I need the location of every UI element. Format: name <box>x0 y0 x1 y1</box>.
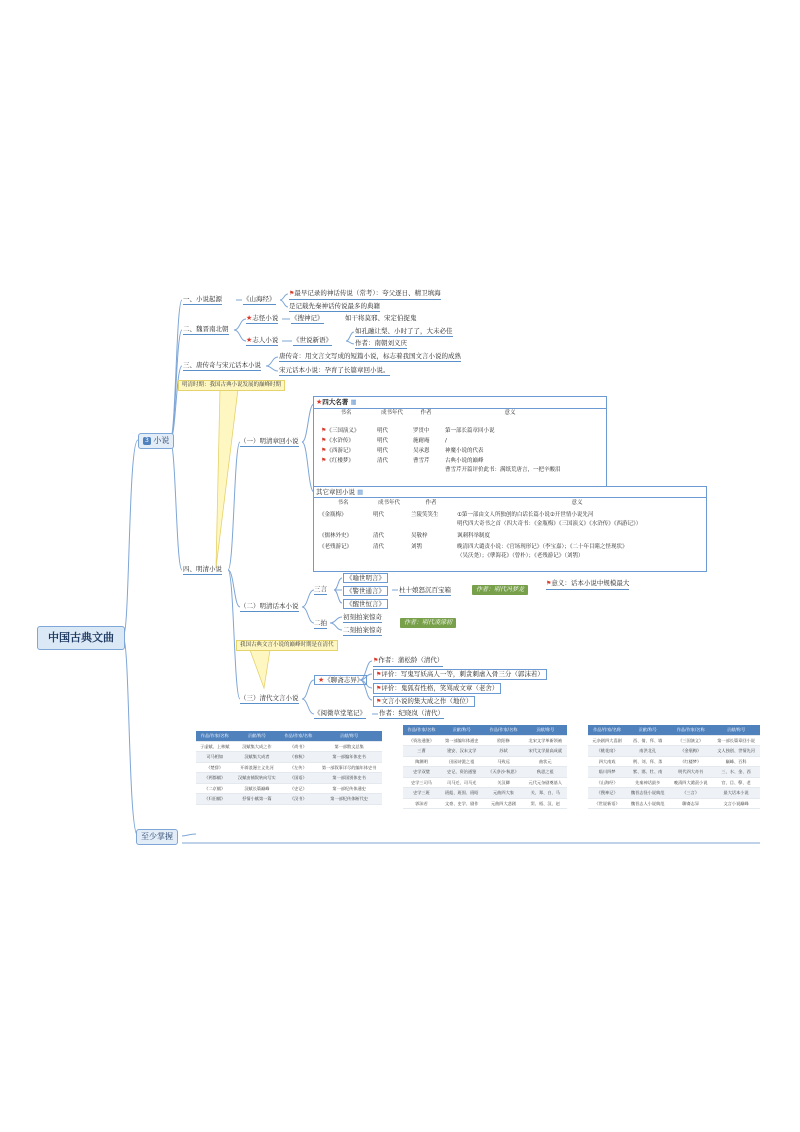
cell: 田园诗派之祖 <box>440 756 483 767</box>
sub2-sanyan[interactable]: 三言 <box>314 585 327 593</box>
cell: 《红楼梦》 <box>669 756 712 767</box>
cell: 紫、邯、牡、南 <box>626 767 669 778</box>
cell: 窦、梧、汉、赵 <box>524 798 567 809</box>
novel-count-badge: 3 <box>145 437 149 444</box>
sub2-label[interactable]: （二）明清话本小说 <box>240 602 299 610</box>
cell-text: 《红楼梦》 <box>326 458 354 464</box>
cell: 明代 <box>373 512 385 518</box>
flag-icon: ⚑ <box>376 671 382 678</box>
sec3-label[interactable]: 三、唐传奇与宋元话本小说 <box>183 361 261 369</box>
cell: 郭沫若 <box>403 798 440 809</box>
cell: 关汉卿 <box>483 777 523 788</box>
table-header-row <box>588 725 760 735</box>
col-header: 意义 <box>504 410 516 416</box>
cell: 《国语》 <box>280 773 316 784</box>
branch-master-label: 至少掌握 <box>141 832 173 841</box>
star-icon: ★ <box>316 398 323 406</box>
table-row <box>403 746 567 757</box>
cell: 秋思之祖 <box>524 767 567 778</box>
cell: 《桃花扇》 <box>588 746 626 757</box>
cell: 元曲四大家 <box>483 788 523 799</box>
flag-icon: ⚑ <box>546 580 552 587</box>
table-icon: ▦ <box>350 398 357 406</box>
cell: 晚清四大谴责小说 <box>669 777 712 788</box>
sec2-soushen[interactable]: 《搜神记》 <box>291 314 324 322</box>
cell: 司马相如 <box>196 752 233 763</box>
cell: 曲状元 <box>524 756 567 767</box>
cell: 三曹 <box>403 746 440 757</box>
cell <box>318 456 374 466</box>
cell: 巅峰、百科 <box>712 756 760 767</box>
branch-novel-label: 小说 <box>153 436 170 445</box>
cell: 曹雪芹开篇评价此书：满纸荒唐言，一把辛酸泪 <box>445 467 561 473</box>
cell: 清代 <box>377 457 389 464</box>
cell: 《史记》 <box>280 783 316 794</box>
table-row <box>196 762 382 773</box>
sec4-label[interactable]: 四、明清小说 <box>183 565 222 573</box>
cell: 元代元杂剧奠基人 <box>524 777 567 788</box>
sub2-er-1[interactable]: 初刻拍案惊奇 <box>343 613 382 621</box>
cell: 《山海经》 <box>588 777 626 788</box>
sub3-note-3-text: 评价：鬼狐有性格，笑骂成文章（老舍） <box>381 684 499 692</box>
table-icon: ▦ <box>357 488 364 496</box>
cell: 《天净沙·秋思》 <box>483 767 523 778</box>
cell: 《汉书》 <box>280 794 316 805</box>
cell: 第一部长篇章回小说 <box>445 427 495 434</box>
flag-icon: ⚑ <box>289 290 295 297</box>
cell: 《楚辞》 <box>196 762 233 773</box>
table-row <box>318 436 578 446</box>
cell: 抒情小赋第一篇 <box>233 794 280 805</box>
four-classics-title[interactable] <box>316 398 357 406</box>
cell: 开辟浪漫主义先河 <box>233 762 280 773</box>
cell: 第一部纪传体断代史 <box>316 794 382 805</box>
table-row <box>316 508 700 520</box>
sub3-note-4[interactable] <box>373 696 475 707</box>
branch-master[interactable] <box>136 829 178 845</box>
table-row <box>316 520 700 529</box>
cell: 《左传》 <box>280 762 316 773</box>
cell: 施耐庵 <box>413 437 430 444</box>
callout-author-sanyan: 作者：明代冯梦龙 <box>472 585 528 595</box>
table-row <box>403 777 567 788</box>
sec1-note-1-text: 最早记录的神话传说（常考）：夸父逐日、精卫填海 <box>294 289 441 297</box>
flag-icon: ⚑ <box>321 437 327 444</box>
cell <box>318 466 442 475</box>
cell: 第一部散文总集 <box>316 741 382 752</box>
sub2-san-3[interactable]: 《醒世恒言》 <box>343 599 388 609</box>
cell: 官、目、孽、老 <box>712 777 760 788</box>
cell: 四大南戏 <box>588 756 626 767</box>
flag-icon: ⚑ <box>373 657 379 664</box>
spacer <box>318 418 578 426</box>
sub3-liaozhai-text: 《聊斋志异》 <box>324 676 364 684</box>
col-header: 贡献/称号 <box>712 725 760 735</box>
col-header: 贡献/称号 <box>524 725 567 735</box>
star-icon: ★ <box>318 676 325 684</box>
cell: 文人独创、世情先河 <box>712 746 760 757</box>
four-classics-title-text: 四大名著 <box>322 398 349 406</box>
cell: 《儒林外史》 <box>319 533 353 539</box>
table-header-row <box>403 725 567 735</box>
root-node[interactable]: 中国古典文曲 <box>37 626 125 650</box>
cell <box>318 446 374 456</box>
table-row <box>316 541 700 552</box>
table-row <box>196 773 382 784</box>
table-row <box>318 456 578 466</box>
cell: 《世说新语》 <box>588 798 626 809</box>
cell: 《春秋》 <box>280 752 316 763</box>
cell: 元杂剧四大喜剧 <box>588 735 626 746</box>
star-icon: ★ <box>246 314 253 322</box>
sec1-note-1[interactable] <box>289 289 441 300</box>
sub2-san-2[interactable]: 《警世通言》 <box>343 586 388 596</box>
cell: 史记、资治通鉴 <box>440 767 483 778</box>
table-row <box>588 777 760 788</box>
table-row <box>316 529 700 541</box>
cell <box>318 436 374 446</box>
sub3-note-2[interactable] <box>373 669 547 680</box>
cell: 史学三司马 <box>403 777 440 788</box>
cell-text: 《西游记》 <box>326 448 354 454</box>
star-icon: ★ <box>246 336 253 344</box>
col-header: 书名 <box>337 500 349 506</box>
table-row <box>588 788 760 799</box>
col-header: 贡献/称号 <box>626 725 669 735</box>
cell: 清代 <box>373 544 385 550</box>
cell-text: 《三国演义》 <box>326 428 360 434</box>
col-header: 贡献/称号 <box>440 725 483 735</box>
col-header: 成书年代 <box>377 500 400 506</box>
cell: 《尚书》 <box>280 741 316 752</box>
cell: 《归田赋》 <box>196 794 233 805</box>
cell: 文言小说巅峰 <box>712 798 760 809</box>
cell: 清代 <box>373 533 385 539</box>
col-header: 书名 <box>340 410 352 416</box>
cell: 最大话本小说 <box>712 788 760 799</box>
sec2-zhiren[interactable] <box>246 336 278 346</box>
cell: 讽刺科举制度 <box>457 533 491 539</box>
sec2-label[interactable]: 二、魏晋南北朝 <box>183 325 229 333</box>
sub3-label[interactable]: （三）清代文言小说 <box>240 694 299 702</box>
cell: 南洪北孔 <box>626 746 669 757</box>
sec1-note-2[interactable]: 是记载先秦神话传说最多的典籍 <box>289 302 380 310</box>
sub2-erpai[interactable]: 二拍 <box>314 619 327 627</box>
cell: 临川四梦 <box>588 767 626 778</box>
cell: 罗贯中 <box>413 427 430 434</box>
other-novels-table <box>316 499 700 561</box>
cell: 神魔小说的代表 <box>445 447 484 454</box>
callout-author-erpai: 作者：明代凌濛初 <box>400 618 456 628</box>
cell: 《二京赋》 <box>196 783 233 794</box>
sub3-yuewei[interactable]: 《阅微草堂笔记》 <box>314 709 366 717</box>
cell: 三、水、金、西 <box>712 767 760 778</box>
other-novels-title-text: 其它章回小说 <box>316 488 355 496</box>
cell: 《三言》 <box>669 788 712 799</box>
other-novels-title[interactable] <box>316 488 363 496</box>
sub3-note-3[interactable] <box>373 683 501 694</box>
col-header: 作品/作家/名称 <box>588 725 626 735</box>
sec3-note-1[interactable]: 唐传奇：用文言文写成的短篇小说，标志着我国文言小说的成熟 <box>279 352 461 360</box>
cell: 《两都赋》 <box>196 773 233 784</box>
col-header: 贡献/称号 <box>316 731 382 741</box>
sub3-note-4-text: 文言小说的集大成之作（地位） <box>381 697 473 705</box>
sec1-label[interactable]: 一、小说起源 <box>183 295 222 303</box>
cell: 司马迁、司马光 <box>440 777 483 788</box>
sub3-yuewei-author[interactable]: 作者：纪晓岚（清代） <box>379 709 444 717</box>
cell: 文豪、史学、剧作 <box>440 798 483 809</box>
cell: 史学三班 <box>403 788 440 799</box>
table-row <box>588 735 760 746</box>
cell: （吴沃尧）；《孽海花》（曾朴）；《老残游记》（刘鹗） <box>457 553 584 559</box>
flag-icon: ⚑ <box>321 427 327 434</box>
cell: 魏晋志人小说典范 <box>626 798 669 809</box>
cell: 吴敬梓 <box>411 533 428 539</box>
cell <box>318 426 374 436</box>
sub3-note-1[interactable] <box>373 656 443 667</box>
cell: 第一部国别体史书 <box>316 773 382 784</box>
sub1-label[interactable]: （一）明清章回小说 <box>240 437 299 445</box>
sub2-du-shiniang[interactable]: 杜十娘怒沉百宝箱 <box>399 586 451 594</box>
cell: 明代四大奇书之首（四大奇书：《金瓶梅》《三国演义》《水浒传》《西游记》） <box>457 521 642 527</box>
cell <box>316 520 454 529</box>
cell: 《金瓶梅》 <box>319 512 347 518</box>
table-row <box>403 798 567 809</box>
cell: 《资治通鉴》 <box>403 735 440 746</box>
table-row <box>588 798 760 809</box>
table-row <box>196 741 382 752</box>
flag-icon: ⚑ <box>376 698 382 705</box>
cell: 先秦神话最多 <box>626 777 669 788</box>
cell: 荆、刘、拜、杀 <box>626 756 669 767</box>
col-header: 作品/作家/名称 <box>669 725 712 735</box>
four-classics-table <box>318 409 578 475</box>
master-table-1 <box>196 731 382 805</box>
sub3-liaozhai[interactable] <box>314 675 367 685</box>
table-header-row <box>316 499 700 508</box>
sec2-shishuo-note-2[interactable]: 作者：南朝刘义庆 <box>355 339 407 347</box>
sec2-shishuo[interactable]: 《世说新语》 <box>293 336 332 344</box>
cell: 第一部编年体通史 <box>440 735 483 746</box>
master-table-2 <box>403 725 567 809</box>
cell: 《金瓶梅》 <box>669 746 712 757</box>
cell: 宋代文学最高成就 <box>524 746 567 757</box>
callout-qing-peak: 我国古典文言小说的巅峰时期是在清代 <box>236 640 338 651</box>
cell: 吴承恩 <box>413 447 430 454</box>
table-row <box>403 788 567 799</box>
table-header-row <box>196 731 382 741</box>
sub2-meaning-text: 意义：话本小说中规模最大 <box>551 579 630 587</box>
col-header: 作品/作家/名称 <box>280 731 316 741</box>
cell: 明代四大奇书 <box>669 767 712 778</box>
cell: 欧阳修 <box>483 735 523 746</box>
cell: ①第一部由文人所独创的白话长篇小说②开世情小说先河 <box>457 512 594 518</box>
branch-novel[interactable] <box>138 433 174 449</box>
cell: 明代 <box>377 437 389 444</box>
cell: 刘鹗 <box>411 544 423 550</box>
sub2-san-1[interactable]: 《喻世明言》 <box>343 573 388 583</box>
col-header: 作者 <box>420 410 432 416</box>
col-header: 贡献/称号 <box>233 731 280 741</box>
table-header-row <box>318 409 578 418</box>
cell: 《三国演义》 <box>669 735 712 746</box>
cell <box>316 552 454 561</box>
master-table-3 <box>588 725 760 809</box>
cell: 魏晋志怪小说典范 <box>626 788 669 799</box>
flag-icon: ⚑ <box>321 447 327 454</box>
cell: 曹雪芹 <box>413 457 430 464</box>
sub2-er-2[interactable]: 二刻拍案惊奇 <box>343 626 382 634</box>
table-row <box>318 466 578 475</box>
cell: / <box>445 437 447 444</box>
cell: 晚清四大谴责小说：《官场现形记》（李宝嘉）；《二十年目睹之怪现状》 <box>457 544 628 550</box>
cell: 汉赋集大成之作 <box>233 741 280 752</box>
table-row <box>403 767 567 778</box>
cell: 陶渊明 <box>403 756 440 767</box>
table-row <box>318 446 578 456</box>
col-header: 成书年代 <box>380 410 403 416</box>
cell: 明代 <box>377 427 389 434</box>
cell: 元曲四大悲剧 <box>483 798 523 809</box>
cell: 第一部纪传体通史 <box>316 783 382 794</box>
sec1-book[interactable]: 《山海经》 <box>243 295 276 303</box>
cell: 汉赋长篇巅峰 <box>233 783 280 794</box>
sec2-zhiren-text: 志人小说 <box>252 336 279 344</box>
divider <box>313 497 707 498</box>
col-header: 作者 <box>425 500 437 506</box>
cell: 苏轼 <box>483 746 523 757</box>
cell: 马致远 <box>483 756 523 767</box>
cell: 汉赋集大成者 <box>233 752 280 763</box>
sec3-note-2[interactable]: 宋元话本小说：孕育了长篇章回小说。 <box>279 366 390 374</box>
cell-text: 《水浒传》 <box>326 438 354 444</box>
cell: 北宋文学革新领袖 <box>524 735 567 746</box>
cell: 兰陵笑笑生 <box>411 512 439 518</box>
cell: 第一部叙事详尽的编年体史书 <box>316 762 382 773</box>
sub3-note-2-text: 评价：写鬼写妖高人一等，刺贪刺虐入骨三分（郭沫若） <box>381 670 544 678</box>
sub3-note-1-text: 作者：蒲松龄（清代） <box>378 656 444 664</box>
table-row <box>196 783 382 794</box>
flag-icon: ⚑ <box>321 457 327 464</box>
col-header: 作品/作家/名称 <box>196 731 233 741</box>
col-header: 作品/作家/名称 <box>483 725 523 735</box>
table-row <box>403 735 567 746</box>
sub2-meaning[interactable] <box>546 579 629 590</box>
cell: 《老残游记》 <box>319 544 353 550</box>
flag-icon: ⚑ <box>376 685 382 692</box>
table-row <box>588 756 760 767</box>
table-row <box>403 756 567 767</box>
table-row <box>318 426 578 436</box>
table-row <box>588 767 760 778</box>
table-row <box>196 794 382 805</box>
table-row <box>316 552 700 561</box>
cell: 汉赋由铺叙转向写实 <box>233 773 280 784</box>
cell: 古典小说的巅峰 <box>445 457 484 464</box>
sec2-zhiguai-text: 志怪小说 <box>252 314 279 322</box>
table-row <box>196 752 382 763</box>
cell: 史学双璧 <box>403 767 440 778</box>
cell: 《搜神记》 <box>588 788 626 799</box>
col-header: 意义 <box>571 500 583 506</box>
sec2-soushen-note: 如干将莫邪、宋定伯捉鬼 <box>345 314 417 322</box>
table-row <box>588 746 760 757</box>
cell: 西、倩、拜、墙 <box>626 735 669 746</box>
cell: 建安、汉末文学 <box>440 746 483 757</box>
cell: 明代 <box>377 447 389 454</box>
cell: 聊斋志异 <box>669 798 712 809</box>
cell: 班彪、班固、班昭 <box>440 788 483 799</box>
cell: 关、郑、白、马 <box>524 788 567 799</box>
col-header: 作品/作家/名称 <box>403 725 440 735</box>
callout-ming-peak: 明清时期：我国古典小说发展的巅峰时期 <box>178 380 285 391</box>
cell: 第一部长篇章回小说 <box>712 735 760 746</box>
cell: 子虚赋、上林赋 <box>196 741 233 752</box>
cell: 第一部编年体史书 <box>316 752 382 763</box>
sec2-shishuo-note-1[interactable]: 如孔融让梨、小时了了，大未必佳 <box>355 327 453 335</box>
sec2-zhiguai[interactable] <box>246 314 278 324</box>
